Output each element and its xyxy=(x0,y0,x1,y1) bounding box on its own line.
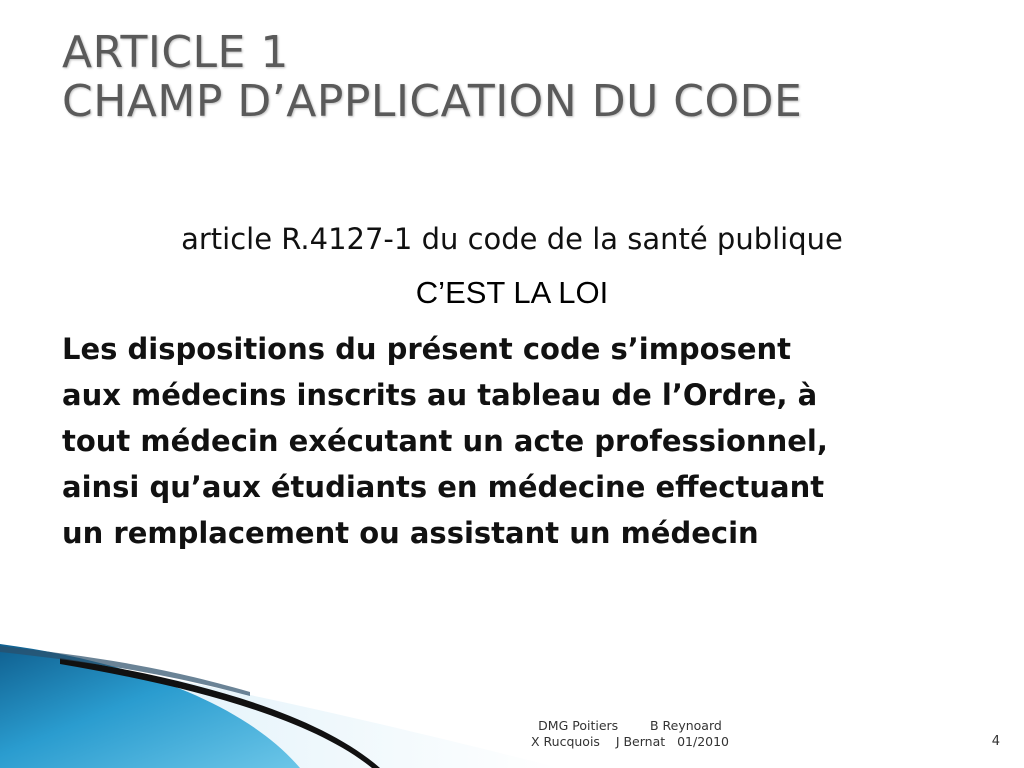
body-line: tout médecin exécutant un acte professionnel, xyxy=(62,424,828,458)
title-line-2: CHAMP D’APPLICATION DU CODE xyxy=(62,76,803,127)
body-paragraph xyxy=(62,326,982,556)
slide-footer xyxy=(500,718,760,750)
body-line: un remplacement ou assistant un médecin xyxy=(62,516,759,550)
article-reference: article R.4127-1 du code de la santé publique xyxy=(181,222,843,256)
body-line: Les dispositions du présent code s’imposent xyxy=(62,332,792,366)
body-line: aux médecins inscrits au tableau de l’Ordre, à xyxy=(62,378,818,412)
page-number: 4 xyxy=(991,734,1000,749)
footer-line-1: DMG Poitiers B Reynoard xyxy=(538,718,722,733)
decorative-swoosh xyxy=(0,600,560,768)
body-line: ainsi qu’aux étudiants en médecine effectuant xyxy=(62,470,825,504)
footer-line-2: X Rucquois J Bernat 01/2010 xyxy=(530,734,730,749)
law-statement: C’EST LA LOI xyxy=(415,275,609,310)
slide-title xyxy=(62,28,962,126)
title-line-1: ARTICLE 1 xyxy=(62,27,289,78)
